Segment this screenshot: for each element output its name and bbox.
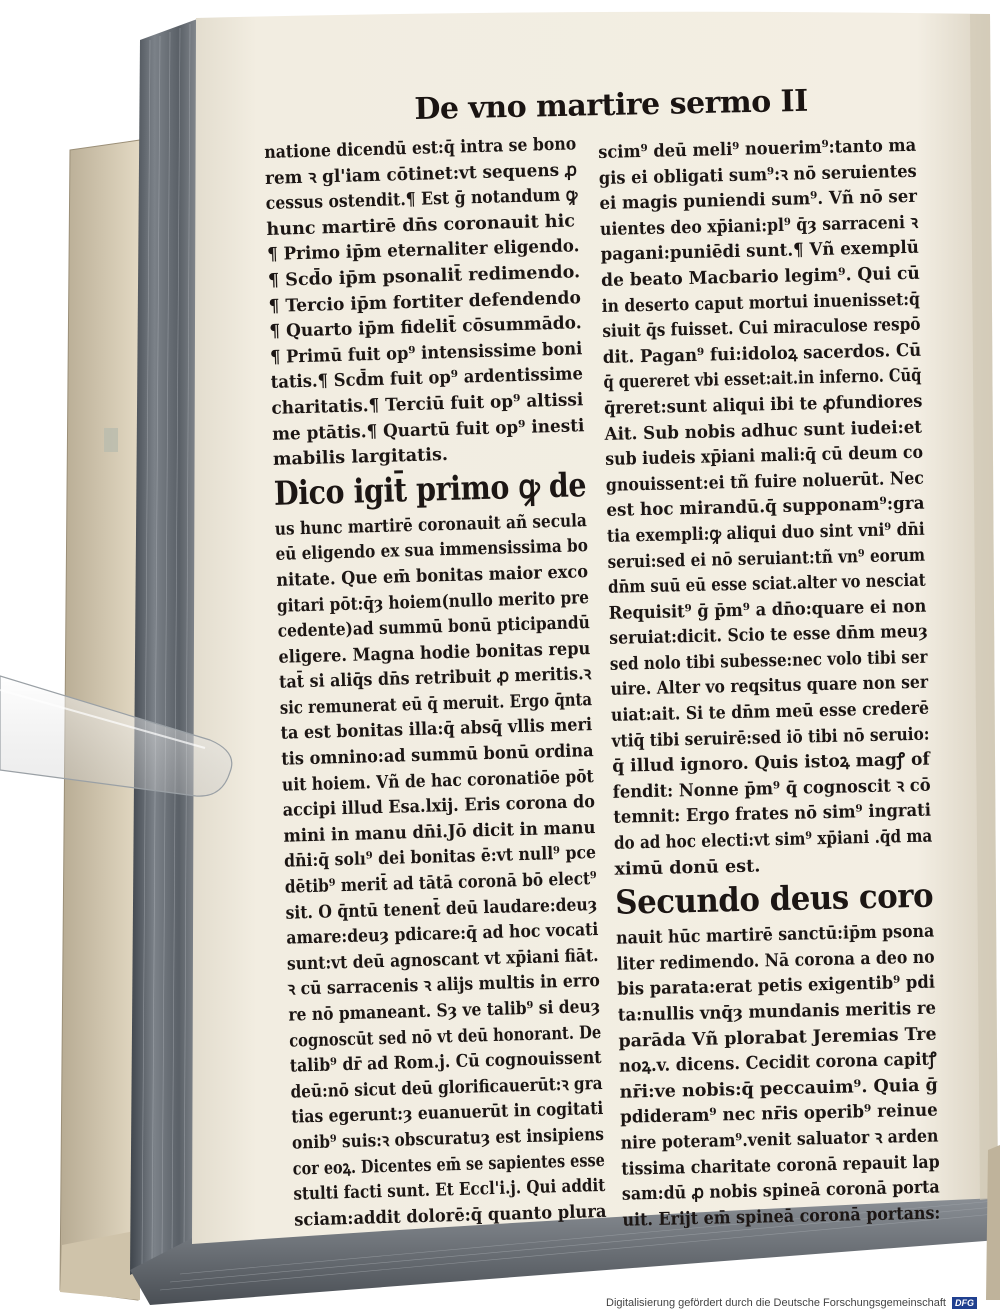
text-line: parāda Vñ plorabat Jeremias Tre [618, 1023, 937, 1052]
text-line: mini in manu dn̄i.Jō dicit in manu [283, 816, 596, 847]
running-head: De vno martire sermo II [414, 83, 809, 127]
text-line: ¶ Quarto ip̄m fidelit̄ cōsummādo. [269, 312, 582, 343]
text-line: uientes deo xp̄iani:pl⁹ q̄ȝ sarraceni ꝛ [599, 211, 919, 240]
text-line: eū eligendo ex sua immensissima bo [275, 535, 589, 566]
section-incipit-line: Secundo deus coro [614, 875, 934, 923]
text-line: sam:dū ꝓ nobis spineā coronā porta [621, 1176, 940, 1205]
text-line: nauit hūc martirē sanctū:ip̄m psona [615, 920, 935, 950]
text-line: me ptātis.¶ Quartū fuit op⁹ inesti [271, 414, 585, 445]
text-line: uire. Alter vo reqsitus quare non ser [610, 672, 929, 701]
text-line: sed nolo tibi subesse:nec volo tibi ser [609, 646, 928, 675]
text-line: tis omnino:ad summū bonū ordina [281, 740, 594, 770]
text-line: hunc martirē dn̄s coronauit hic [266, 210, 576, 240]
text-line: tissima charitate coronā repauit lap [621, 1151, 940, 1180]
text-line: in deserto caput mortui inuenisset:q̄ [601, 288, 921, 317]
text-line: tatis.¶ Scd̄m fuit op⁹ ardentissime [270, 363, 584, 394]
text-line: nitate. Que em̄ bonitas maior exco [276, 561, 589, 591]
text-line: q̄ illud ignoro. Quis istoꝝ magꝭ of [611, 748, 931, 778]
text-column-right [598, 131, 1000, 1233]
credit-text: Digitalisierung gefördert durch die Deutsche Forschungsgemeinschaft [606, 1297, 946, 1309]
text-line: ta est bonitas illa:q̄ absq̄ vllis meri [280, 714, 593, 745]
digitization-credit [606, 1297, 977, 1309]
text-line: do ad hoc electi:vt sim⁹ xp̄iani .q̄d ma [613, 825, 933, 854]
text-line: fendit: Nonne p̄m⁹ q̄ cognoscit ꝛ cō [612, 774, 931, 803]
text-line: seruiat:dicit. Scio te esse dn̄m meuȝ [609, 620, 928, 650]
text-line: scim⁹ deū meli⁹ nouerim⁹:tanto ma [598, 134, 917, 163]
text-line: Ait. Sub nobis adhuc sunt iudei:et [604, 416, 923, 445]
text-line: ¶ Tercio ip̄m fortiter defendendo [268, 286, 582, 317]
text-line: charitatis.¶ Terciū fuit op⁹ altissi [271, 389, 584, 419]
text-line: noꝝ.v. dicens. Cecidit corona capitꝭ [618, 1048, 937, 1077]
text-line: sciam:addit dolorē:q̄ quanto plura [293, 1200, 607, 1231]
text-line: dētib⁹ merit̄ ad tātā coronā bō elect⁹ [284, 868, 598, 898]
text-line: uit. Erijt em̄ spineā coronā portans: [622, 1202, 941, 1231]
text-line: Requisit⁹ ḡ p̄m⁹ a dn̄o:quare ei non [608, 595, 927, 624]
text-line: ¶ Scd̄o ip̄m psonalit̄ redimendo. [267, 261, 581, 291]
text-line: sub iudeis xp̄iani mali:q̄ cū deum co [605, 441, 924, 471]
text-line: rem ꝛ gl'iam cōtinet:vt sequens ꝓ [264, 158, 578, 189]
text-line: ximū donū est. [614, 855, 761, 880]
text-line: uiat:ait. Si te dn̄m meū esse crederē [610, 697, 930, 726]
text-line: siuit q̄s fuisset. Cui miraculose respō [602, 313, 921, 343]
text-line: bis parata:erat petis exigentib⁹ pdi [617, 971, 936, 1001]
text-line: nr̄i:ve nobis:q̄ peccauim⁹. Quia ḡ [619, 1074, 938, 1103]
text-line: q̄reret:sunt aliqui ibi te ꝓfundiores [603, 390, 923, 419]
text-line: serui:sed ei nō seruiant:tñ vn⁹ eorum [607, 544, 926, 573]
text-line: liter redimendo. Nā corona a deo no [616, 946, 935, 975]
text-line: nire poteram⁹.venit saluator ꝛ arden [620, 1125, 939, 1154]
text-line: accipi illud Esa.lxij. Eris corona do [282, 791, 596, 821]
text-line: amare:deuȝ pdicare:q̄ ad hoc vocati [286, 919, 599, 949]
text-line: ꝛ cū sarracenis ꝛ alijs multis in erro [287, 970, 601, 1001]
text-line: gnouissent:ei tñ fuire noluerūt. Nec [605, 467, 925, 496]
text-line: sit. O q̄ntū tenent̄ deū laudare:deuȝ [285, 893, 598, 924]
text-line: natione dicendū est:q̄ intra se bono [264, 133, 577, 163]
text-line: mabilis largitatis. [272, 444, 449, 470]
text-line: sunt:vt deū agnoscant vt xp̄iani fiāt. [286, 944, 599, 975]
text-line: ¶ Primū fuit op⁹ intensissime boni [269, 337, 583, 368]
dfg-logo: DFG [952, 1297, 977, 1309]
text-line: ei magis puniendi sum⁹. Vñ nō ser [599, 185, 918, 215]
text-line: dn̄m suū eū esse sciat.alter vo nesciat [607, 569, 926, 598]
text-line: temnit: Ergo frates nō sim⁹ ingrati [613, 800, 932, 829]
text-line: onib⁹ suis:ꝛ obscuratuȝ est insipiens [291, 1123, 605, 1154]
text-line: stulti facti sunt. Et Eccl'i.j. Qui addit [293, 1175, 606, 1205]
text-line: ¶ Primo ip̄m eternaliter eligendo. [266, 235, 580, 266]
text-line: re nō pmaneant. Sȝ ve talib⁹ si deuȝ [288, 995, 601, 1026]
text-line: tias egerunt:ȝ euanuerūt in cogitati [291, 1098, 604, 1128]
text-line: vtiq̄ tibi seruirē:sed iō tibi nō seruio: [611, 723, 930, 752]
text-line: gitari pōt:q̄ȝ hoiem(nullo merito pre [276, 586, 590, 617]
section-incipit-line: Dico igit̄ primo ꝙ de [273, 464, 587, 513]
text-line: pagani:puniēdi sunt.¶ Vñ exemplū [600, 237, 920, 266]
text-line: cor eoꝝ. Dicentes em̄ se sapientes esse [292, 1149, 606, 1180]
page-edges-stack [130, 18, 200, 1275]
text-line: gis ei obligati sum⁹:ꝛ nō seruientes [598, 160, 917, 189]
page-mark-tab [104, 428, 118, 452]
text-line: q̄ quereret vbi esset:ait.in inferno. Cūq̄ [603, 365, 922, 394]
text-line: est hoc mirandū.q̄ supponam⁹:gra [606, 493, 925, 522]
text-line: dit. Pagan⁹ fui:idoloꝝ sacerdos. Cū [602, 339, 922, 368]
text-line: dn̄i:q̄ solı⁹ dei bonitas ē:vt null⁹ pce [283, 842, 597, 873]
text-line: de beato Macbario legim⁹. Qui cū [600, 262, 920, 291]
text-line: sic remunerat eū q̄ meruit. Ergo q̄nta [279, 688, 593, 719]
text-line: talib⁹ dr̄ ad Rom.j. Cū cognouissent [289, 1047, 602, 1077]
text-line: cognoscūt sed nō vt deū honorant. De [288, 1021, 602, 1052]
text-line: tat̄ si aliq̄s dn̄s retribuit ꝓ meritis.ꝛ [278, 663, 592, 694]
text-line: eligere. Magna hodie bonitas repu [278, 637, 591, 668]
text-line: cedente)ad summū bonū pticipandū [277, 612, 591, 642]
text-line: ta:nullis vnq̄ȝ mundanis meritis re [617, 997, 937, 1026]
text-line: cessus ostendit.¶ Est ḡ notandum ꝙ [265, 184, 578, 215]
text-line: uit hoiem. Vñ de hac coronatiōe pōt [281, 765, 594, 796]
text-line: pdideram⁹ nec nr̄is operib⁹ reinue [619, 1099, 939, 1129]
text-line: deū:nō sicut deū glorificauerūt:ꝛ gra [290, 1072, 603, 1103]
text-line: tia exempli:ꝙ aliqui duo sint vni⁹ dn̄i [606, 518, 925, 547]
text-line: us hunc martirē coronauit añ secula [274, 509, 588, 540]
